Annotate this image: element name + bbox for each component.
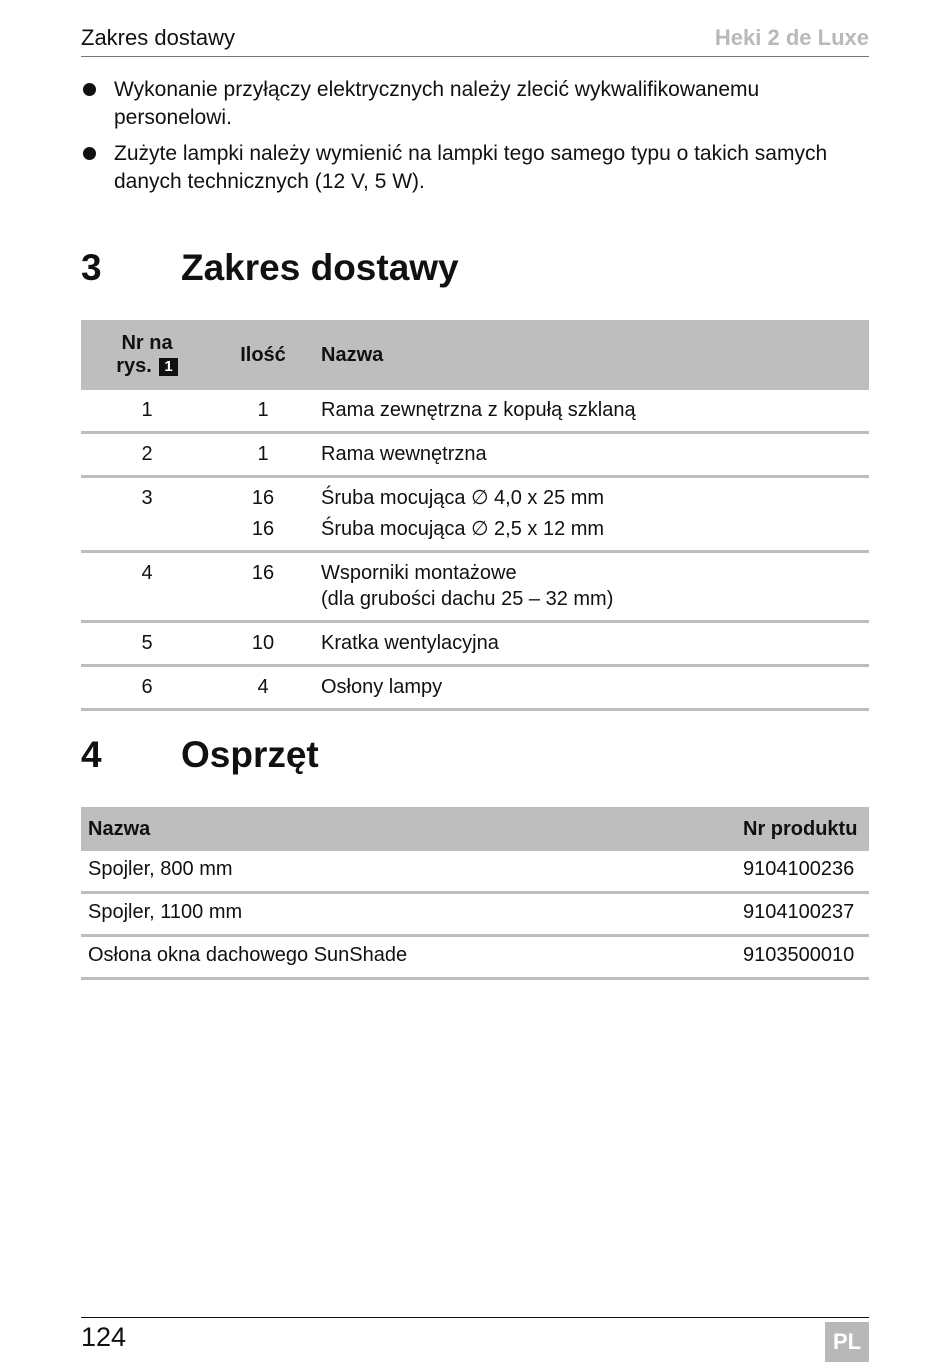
column-header-nr bbox=[81, 320, 213, 390]
table-row bbox=[81, 390, 869, 433]
header-nr-rys: rys. bbox=[116, 355, 152, 377]
cell-name bbox=[313, 477, 869, 552]
qty-line: 10 bbox=[251, 632, 275, 654]
bullet-text: Wykonanie przyłączy elektrycznych należy zlecić wykwalifikowanemu personelowi. bbox=[114, 78, 760, 129]
bullet-item bbox=[81, 140, 869, 196]
name-line: (dla grubości dachu 25 – 32 mm) bbox=[321, 588, 614, 610]
bullet-dot-icon bbox=[83, 83, 96, 96]
table-row bbox=[81, 477, 869, 552]
cell-name bbox=[313, 622, 869, 666]
cell-product-number: 9103500010 bbox=[736, 936, 869, 979]
cell-name bbox=[313, 433, 869, 477]
header-nr-line2 bbox=[81, 355, 213, 378]
table-row bbox=[81, 552, 869, 622]
header-section-title: Zakres dostawy bbox=[81, 25, 236, 50]
bullet-dot-icon bbox=[83, 147, 96, 160]
qty-line: 16 bbox=[251, 487, 275, 509]
section-title: Osprzęt bbox=[181, 734, 319, 775]
cell-nr: 4 bbox=[81, 552, 213, 622]
column-header-name: Nazwa bbox=[313, 320, 869, 390]
cell-nr: 1 bbox=[81, 390, 213, 433]
section-3-heading bbox=[81, 247, 459, 289]
table-row bbox=[81, 936, 869, 979]
cell-qty bbox=[213, 666, 313, 710]
qty-line: 1 bbox=[257, 443, 269, 465]
cell-nr: 6 bbox=[81, 666, 213, 710]
figure-number-badge: 1 bbox=[159, 358, 177, 376]
name-line: Wsporniki montażowe bbox=[321, 562, 517, 584]
cell-name bbox=[313, 666, 869, 710]
accessories-table bbox=[81, 807, 869, 980]
column-header-qty: Ilość bbox=[213, 320, 313, 390]
cell-name: Spojler, 800 mm bbox=[81, 851, 736, 893]
cell-name bbox=[313, 390, 869, 433]
cell-qty bbox=[213, 622, 313, 666]
cell-qty bbox=[213, 433, 313, 477]
language-badge: PL bbox=[825, 1322, 869, 1362]
cell-product-number: 9104100236 bbox=[736, 851, 869, 893]
cell-qty bbox=[213, 477, 313, 552]
name-line: Rama zewnętrzna z kopułą szklaną bbox=[321, 399, 636, 421]
name-line: Kratka wentylacyjna bbox=[321, 632, 499, 654]
cell-nr: 2 bbox=[81, 433, 213, 477]
section-title: Zakres dostawy bbox=[181, 247, 459, 288]
name-line: Śruba mocująca ∅ 4,0 x 25 mm bbox=[321, 487, 605, 509]
table-row bbox=[81, 893, 869, 936]
section-number: 3 bbox=[81, 247, 102, 288]
qty-line: 16 bbox=[251, 518, 275, 540]
qty-line: 4 bbox=[257, 676, 269, 698]
delivery-table bbox=[81, 320, 869, 711]
table-row bbox=[81, 433, 869, 477]
cell-nr: 3 bbox=[81, 477, 213, 552]
header-nr-line1: Nr na bbox=[121, 332, 173, 354]
cell-name: Spojler, 1100 mm bbox=[81, 893, 736, 936]
section-4-heading bbox=[81, 734, 319, 776]
name-line: Rama wewnętrzna bbox=[321, 443, 487, 465]
name-line: Osłony lampy bbox=[321, 676, 443, 698]
column-header-product-number: Nr produktu bbox=[736, 807, 869, 851]
table-header-row bbox=[81, 320, 869, 390]
section-number: 4 bbox=[81, 734, 102, 775]
cell-nr: 5 bbox=[81, 622, 213, 666]
page-number: 124 bbox=[81, 1322, 127, 1352]
cell-name: Osłona okna dachowego SunShade bbox=[81, 936, 736, 979]
qty-line: 16 bbox=[251, 562, 275, 584]
table-row bbox=[81, 622, 869, 666]
cell-product-number: 9104100237 bbox=[736, 893, 869, 936]
bullet-item bbox=[81, 76, 869, 132]
page-header bbox=[81, 24, 869, 57]
table-row bbox=[81, 851, 869, 893]
page-footer bbox=[81, 1317, 869, 1354]
bullet-text: Zużyte lampki należy wymienić na lampki tego samego typu o takich samych danych technicznych (12 V, 5 W). bbox=[114, 142, 828, 193]
cell-qty bbox=[213, 552, 313, 622]
safety-notes bbox=[81, 76, 869, 204]
name-line: Śruba mocująca ∅ 2,5 x 12 mm bbox=[321, 518, 605, 540]
cell-name bbox=[313, 552, 869, 622]
column-header-name: Nazwa bbox=[81, 807, 736, 851]
table-row bbox=[81, 666, 869, 710]
header-product-name: Heki 2 de Luxe bbox=[714, 25, 869, 50]
cell-qty bbox=[213, 390, 313, 433]
qty-line: 1 bbox=[257, 399, 269, 421]
table-header-row bbox=[81, 807, 869, 851]
